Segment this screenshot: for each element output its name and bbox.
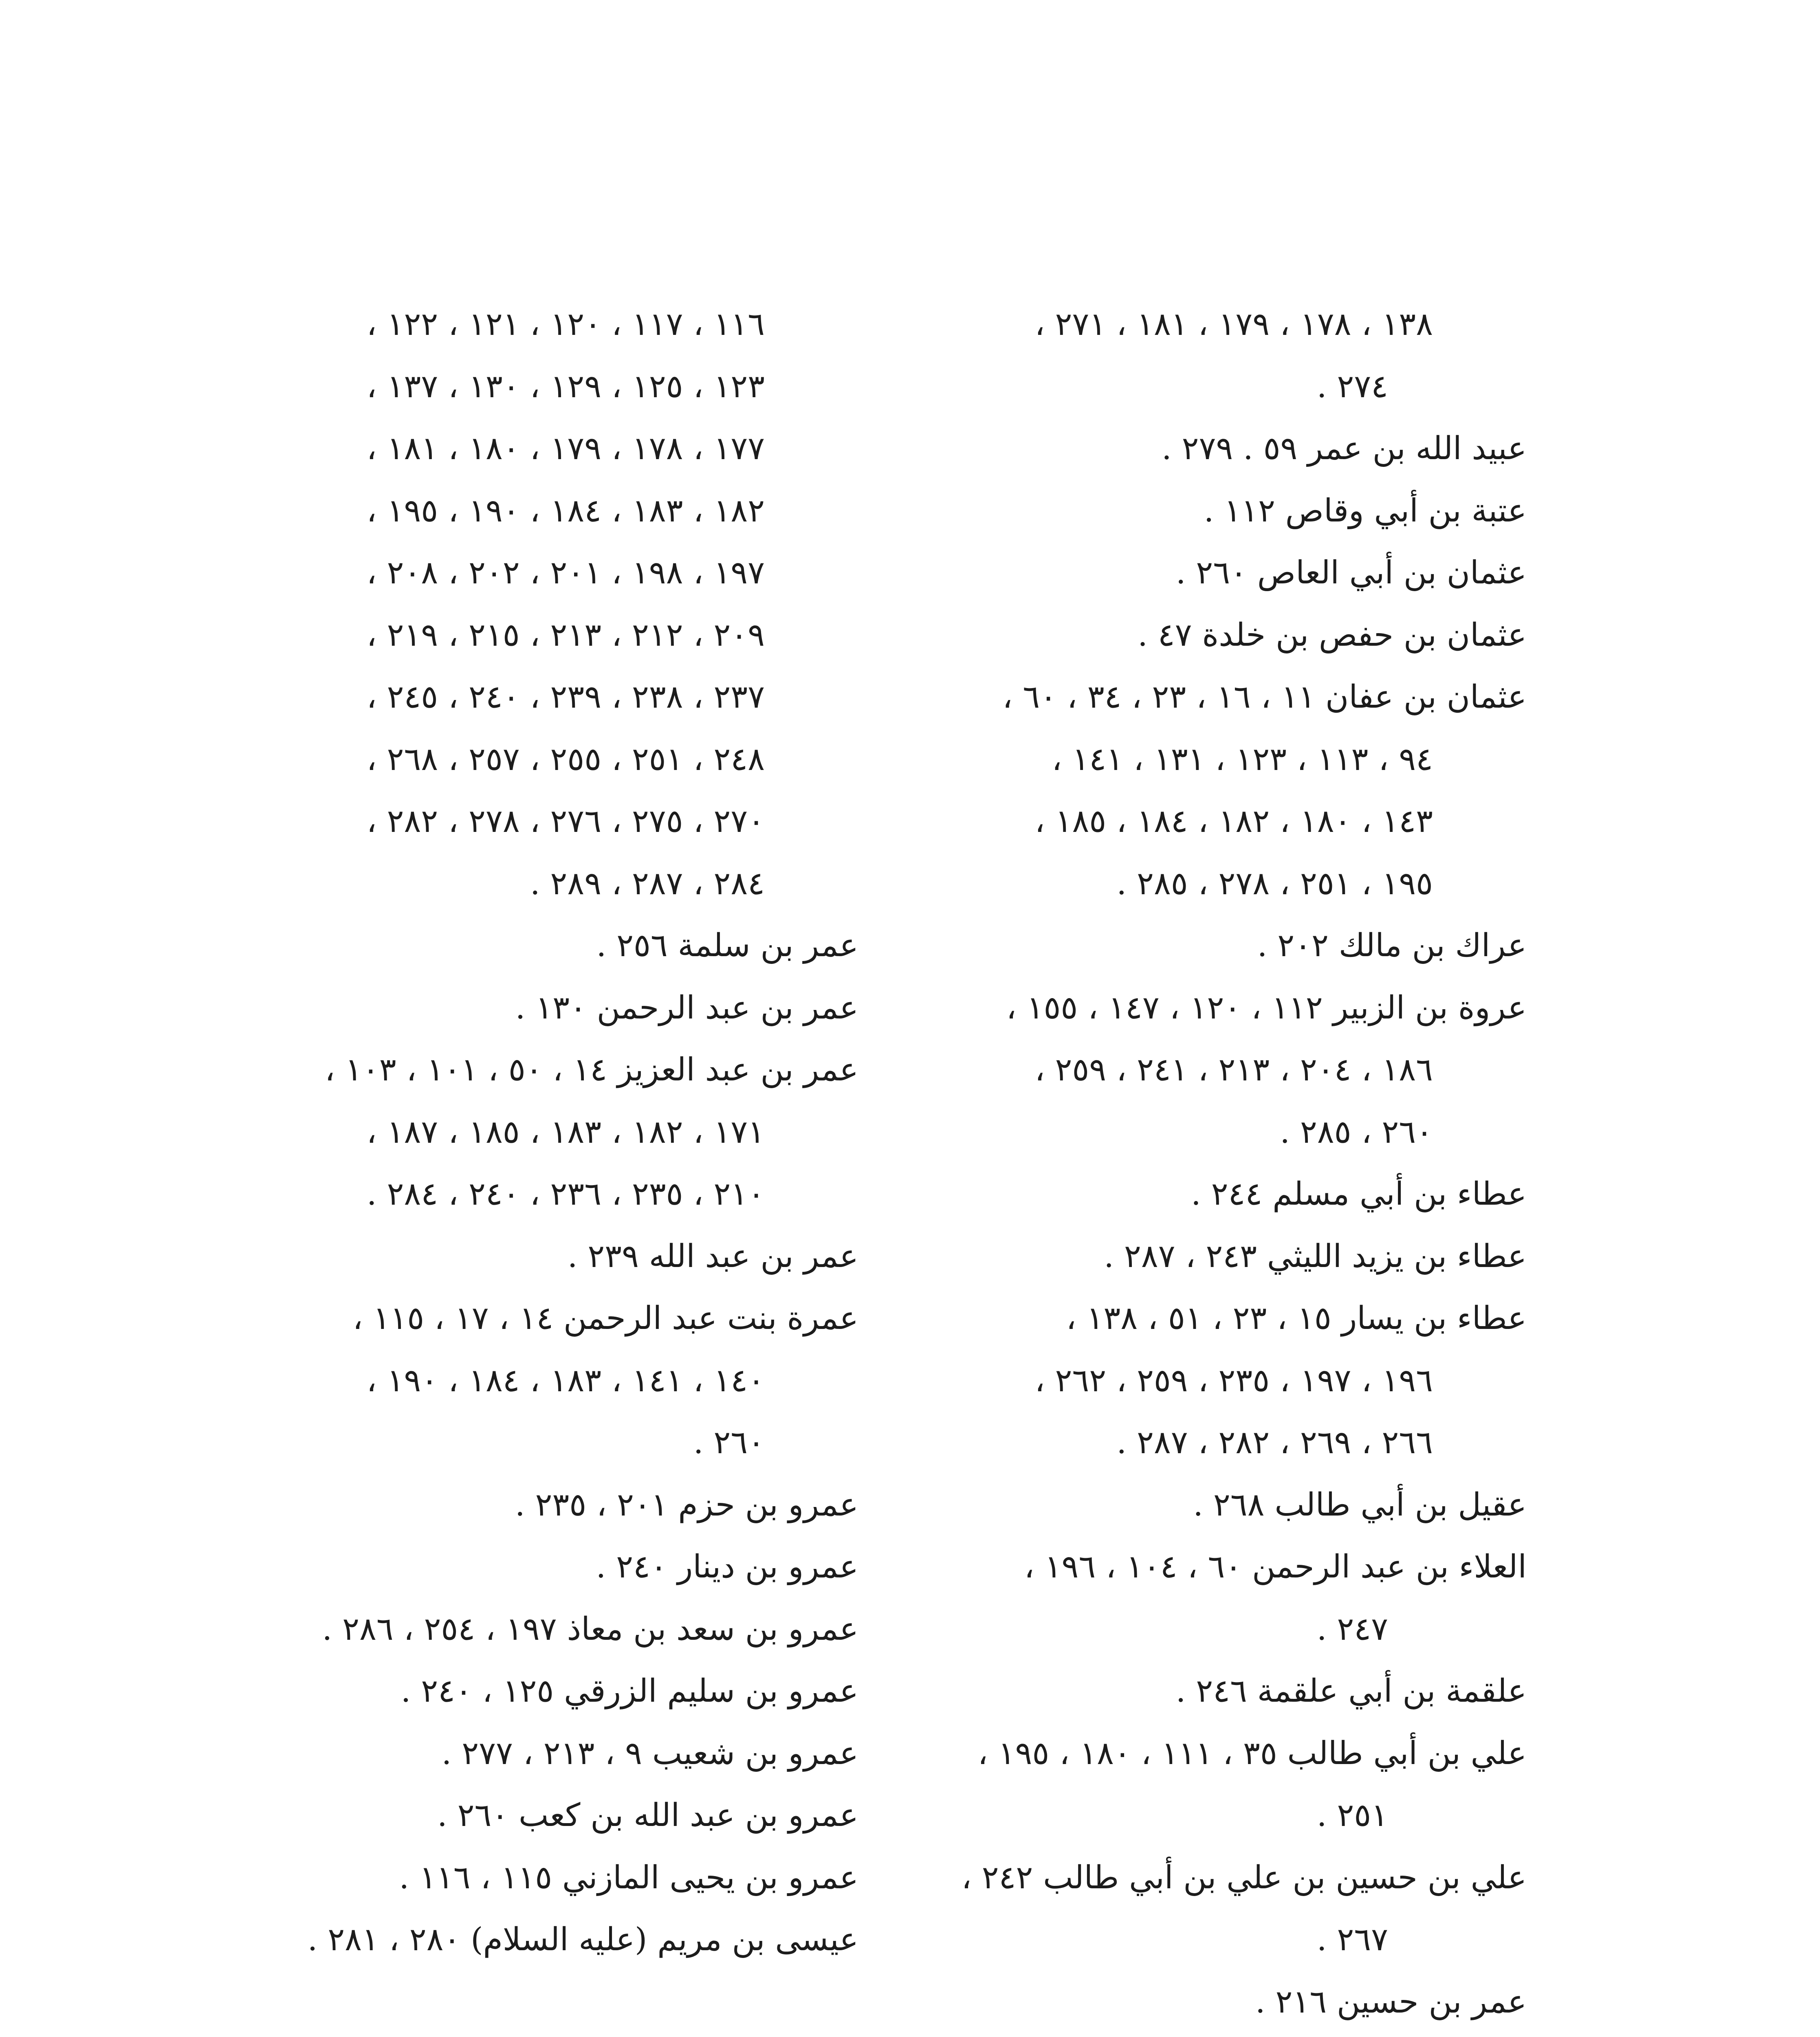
index-entry: عبيد الله بن عمر ٥٩ . ٢٧٩ . bbox=[1161, 430, 1527, 467]
index-entry-continuation: ١٧٧ ، ١٧٨ ، ١٧٩ ، ١٨٠ ، ١٨١ ، bbox=[366, 430, 765, 467]
index-entry: عراك بن مالك ٢٠٢ . bbox=[1257, 927, 1527, 964]
line-spacer bbox=[223, 1971, 858, 2033]
index-entry: عيسى بن مريم (عليه السلام) ٢٨٠ ، ٢٨١ . bbox=[307, 1921, 858, 1958]
index-entry: عمرو بن حزم ٢٠١ ، ٢٣٥ . bbox=[515, 1486, 858, 1523]
index-entry: عمرو بن شعيب ٩ ، ٢١٣ ، ٢٧٧ . bbox=[441, 1735, 858, 1772]
index-entry: عمر بن عبد الرحمن ١٣٠ . bbox=[515, 989, 858, 1026]
index-entry-continuation: ٢٦٧ . bbox=[1316, 1921, 1388, 1958]
index-entry-continuation: ٢١٠ ، ٢٣٥ ، ٢٣٦ ، ٢٤٠ ، ٢٨٤ . bbox=[366, 1176, 765, 1212]
index-entry: عطاء بن يسار ١٥ ، ٢٣ ، ٥١ ، ١٣٨ ، bbox=[1066, 1300, 1527, 1337]
index-entry-continuation: ٢٤٧ . bbox=[1316, 1610, 1388, 1648]
index-entry-continuation: ١٩٥ ، ٢٥١ ، ٢٧٨ ، ٢٨٥ . bbox=[1116, 865, 1433, 902]
index-entry-continuation: ١٧١ ، ١٨٢ ، ١٨٣ ، ١٨٥ ، ١٨٧ ، bbox=[366, 1113, 765, 1150]
index-entry: عمر بن حسين ٢١٦ . bbox=[1255, 1983, 1527, 2020]
index-entry: عتبة بن أبي وقاص ١١٢ . bbox=[1204, 492, 1527, 529]
index-entry: عمرو بن يحيى المازني ١١٥ ، ١١٦ . bbox=[399, 1859, 858, 1896]
index-entry-continuation: ٢٦٠ . bbox=[693, 1424, 765, 1461]
index-entry-continuation: ٢٣٧ ، ٢٣٨ ، ٢٣٩ ، ٢٤٠ ، ٢٤٥ ، bbox=[366, 679, 765, 715]
index-entry-continuation: ١٤٠ ، ١٤١ ، ١٨٣ ، ١٨٤ ، ١٩٠ ، bbox=[366, 1362, 765, 1399]
index-entry: عمر بن عبد العزيز ١٤ ، ٥٠ ، ١٠١ ، ١٠٣ ، bbox=[324, 1051, 858, 1088]
index-entry: عمرو بن سليم الزرقي ١٢٥ ، ٢٤٠ . bbox=[401, 1673, 858, 1709]
index-entry bbox=[891, 2033, 1527, 2037]
index-entry: عروة بن الزبير ١١٢ ، ١٢٠ ، ١٤٧ ، ١٥٥ ، bbox=[1006, 989, 1527, 1026]
index-column-left bbox=[223, 293, 858, 2037]
index-entry: عثمان بن أبي العاص ٢٦٠ . bbox=[1175, 554, 1527, 591]
index-entry: عقيل بن أبي طالب ٢٦٨ . bbox=[1193, 1486, 1527, 1523]
index-entry-continuation: ٢٦٠ ، ٢٨٥ . bbox=[1280, 1113, 1433, 1150]
index-column-right bbox=[891, 293, 1527, 2037]
section-letter bbox=[223, 2033, 858, 2037]
index-entry-continuation: ٢٧٤ . bbox=[1316, 368, 1388, 405]
index-entry-continuation: ٢٦٦ ، ٢٦٩ ، ٢٨٢ ، ٢٨٧ . bbox=[1116, 1424, 1433, 1461]
index-entry: عثمان بن حفص بن خلدة ٤٧ . bbox=[1138, 616, 1527, 653]
index-entry-continuation: ٢٥١ . bbox=[1316, 1797, 1388, 1834]
index-entry-continuation: ١٩٦ ، ١٩٧ ، ٢٣٥ ، ٢٥٩ ، ٢٦٢ ، bbox=[1034, 1362, 1433, 1399]
index-entry-continuation: ١٤٣ ، ١٨٠ ، ١٨٢ ، ١٨٤ ، ١٨٥ ، bbox=[1034, 803, 1433, 840]
index-entry: العلاء بن عبد الرحمن ٦٠ ، ١٠٤ ، ١٩٦ ، bbox=[1024, 1549, 1527, 1585]
index-entry: عمرو بن دينار ٢٤٠ . bbox=[596, 1549, 858, 1585]
index-entry: عمرو بن سعد بن معاذ ١٩٧ ، ٢٥٤ ، ٢٨٦ . bbox=[322, 1610, 858, 1648]
index-entry: عطاء بن يزيد الليثي ٢٤٣ ، ٢٨٧ . bbox=[1104, 1238, 1527, 1275]
index-entry: علقمة بن أبي علقمة ٢٤٦ . bbox=[1175, 1673, 1527, 1709]
index-entry: عمر بن سلمة ٢٥٦ . bbox=[596, 927, 858, 964]
index-entry-continuation: ٢٠٩ ، ٢١٢ ، ٢١٣ ، ٢١٥ ، ٢١٩ ، bbox=[366, 616, 765, 653]
index-entry: علي بن حسين بن علي بن أبي طالب ٢٤٢ ، bbox=[961, 1859, 1527, 1896]
index-entry: علي بن أبي طالب ٣٥ ، ١١١ ، ١٨٠ ، ١٩٥ ، bbox=[977, 1735, 1527, 1772]
index-entry: عمرة بنت عبد الرحمن ١٤ ، ١٧ ، ١١٥ ، bbox=[352, 1300, 858, 1337]
index-entry: عثمان بن عفان ١١ ، ١٦ ، ٢٣ ، ٣٤ ، ٦٠ ، bbox=[1002, 679, 1527, 715]
index-entry-continuation: ١٨٢ ، ١٨٣ ، ١٨٤ ، ١٩٠ ، ١٩٥ ، bbox=[366, 492, 765, 529]
index-entry-continuation: ٢٤٨ ، ٢٥١ ، ٢٥٥ ، ٢٥٧ ، ٢٦٨ ، bbox=[366, 741, 765, 778]
index-entry-continuation: ١٨٦ ، ٢٠٤ ، ٢١٣ ، ٢٤١ ، ٢٥٩ ، bbox=[1034, 1051, 1433, 1088]
index-entry-continuation: ١٩٧ ، ١٩٨ ، ٢٠١ ، ٢٠٢ ، ٢٠٨ ، bbox=[366, 554, 765, 591]
index-entry-continuation: ١٢٣ ، ١٢٥ ، ١٢٩ ، ١٣٠ ، ١٣٧ ، bbox=[366, 368, 765, 405]
index-entry-continuation: ١٣٨ ، ١٧٨ ، ١٧٩ ، ١٨١ ، ٢٧١ ، bbox=[1034, 306, 1433, 343]
index-entry-continuation: ١١٦ ، ١١٧ ، ١٢٠ ، ١٢١ ، ١٢٢ ، bbox=[366, 306, 765, 343]
index-entry-continuation: ٢٨٤ ، ٢٨٧ ، ٢٨٩ . bbox=[530, 865, 765, 902]
index-entry: عطاء بن أبي مسلم ٢٤٤ . bbox=[1191, 1176, 1527, 1212]
index-entry-continuation: ٢٧٠ ، ٢٧٥ ، ٢٧٦ ، ٢٧٨ ، ٢٨٢ ، bbox=[366, 803, 765, 840]
index-entry-continuation: ٩٤ ، ١١٣ ، ١٢٣ ، ١٣١ ، ١٤١ ، bbox=[1052, 741, 1433, 778]
index-entry: عمر بن عبد الله ٢٣٩ . bbox=[567, 1238, 858, 1275]
index-entry: عمرو بن عبد الله بن كعب ٢٦٠ . bbox=[437, 1797, 858, 1834]
